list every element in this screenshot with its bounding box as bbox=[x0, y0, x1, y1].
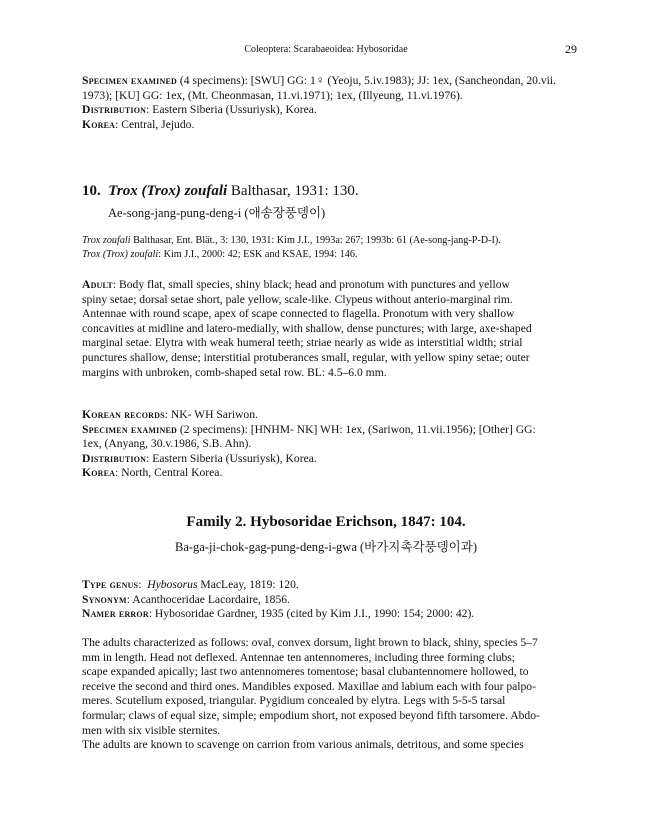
adult-label: Adult bbox=[82, 278, 113, 291]
previous-species-records: Specimen examined (4 specimens): [SWU] GG: 1♀ (Yeoju, 5.iv.1983); JJ: 1ex, (Sancheondan, 20.vii. 1973); [KU] GG: 1ex, (Mt. Cheonmasan, 11.vi.1971); 1ex, (Illyeung, 11.vi.1976). Distribution: Eastern Siberia (Ussuriysk), Korea. Korea: Central, Jejudo. bbox=[82, 74, 578, 132]
specimen-line: Specimen examined (4 specimens): [SWU] GG: 1♀ (Yeoju, 5.iv.1983); JJ: 1ex, (Sancheondan, 20.vii. bbox=[82, 74, 556, 87]
family-description: The adults characterized as follows: oval, convex dorsum, light brown to black, shiny, species 5–7 mm in length. Head not deflexed. Antennae ten antennomeres, including three forming clubs; scape expanded apically; last two antennomeres tomentose; basal clubantennomere hollowed, to receive the second and third ones. Mandibles exposed. Maxillae and labium each with four palpo- meres. Scutellum exposed, triangular. Pygidium concealed by elytra. Legs with 5-5-5 tarsal formular; claws of equal size, simple; empodium short, not exposed beyond fifth tarsomere. Abdo- men with six visible sternites. The adults are known to scavenge on carrion from various animals, detritous, and some species bbox=[82, 636, 540, 752]
family-info: Type genus: Hybosorus MacLeay, 1819: 120. Synonym: Acanthoceridae Lacordaire, 1856. Namer error: Hybosoridae Gardner, 1935 (cited by Kim J.I., 1990: 154; 2000: 42). bbox=[82, 578, 475, 621]
species-records: Korean records: NK- WH Sariwon. Specimen examined (2 specimens): [HNHM- NK] WH: 1ex, (Sariwon, 11.vii.1956); [Other] GG: 1ex, (Anyang, 30.v.1986, S.B. Ahn). Distribution: Eastern Siberia (Ussuriysk), Korea. Korea: North, Central Korea. bbox=[82, 408, 536, 480]
species-korean-name: Ae-song-jang-pung-deng-i (애송장풍뎅이) bbox=[108, 206, 326, 220]
genus: Trox bbox=[108, 183, 138, 199]
korea-line: Korea: Central, Jejudo. bbox=[82, 117, 195, 131]
adult-description: Adult: Body flat, small species, shiny black; head and pronotum with punctures and yellow spiny setae; dorsal setae short, pale yellow, scale-like. Clypeus without anterio-marginal rim. Antennae with round scape, apex of scape connected to flagella. Pronotum with very shallow concavities at midline and latero-medially, with shallow, dense punctures; with large, axe-shaped marginal setae. Elytra with weak humeral teeth; striae nearly as wide as interstitial width; strial punctures shallow, dense; interstitial protuberances small, regular, with yellow spiny setae; outer margins with unbroken, comb-shaped setal row. BL: 4.5–6.0 mm. bbox=[82, 278, 532, 379]
distribution-line: Distribution: Eastern Siberia (Ussuriysk), Korea. bbox=[82, 103, 317, 117]
synonymy-references: Trox zoufali Balthasar, Ent. Blät., 3: 130, 1931: Kim J.I., 1993a: 267; 1993b: 61 (Ae-song-jang-P-D-I). Trox (Trox) zoufali: Kim J.I., 2000: 42; ESK and KSAE, 1994: 146. bbox=[82, 235, 501, 260]
epithet: zoufali bbox=[184, 183, 228, 199]
authority: Balthasar, 1931: 130. bbox=[230, 183, 359, 199]
species-title: 10. Trox (Trox) zoufali Balthasar, 1931: 130. bbox=[82, 183, 359, 199]
page-number: 29 bbox=[565, 42, 577, 56]
specimen-label: Specimen examined bbox=[82, 74, 177, 87]
running-title: Coleoptera: Scarabaeoidea: Hybosoridae bbox=[244, 44, 408, 55]
family-korean-name: Ba-ga-ji-chok-gag-pung-deng-i-gwa (바가지촉각풍뎅이과) bbox=[175, 540, 477, 554]
family-title: Family 2. Hybosoridae Erichson, 1847: 104. bbox=[186, 514, 466, 530]
subgenus: (Trox) bbox=[141, 183, 181, 199]
